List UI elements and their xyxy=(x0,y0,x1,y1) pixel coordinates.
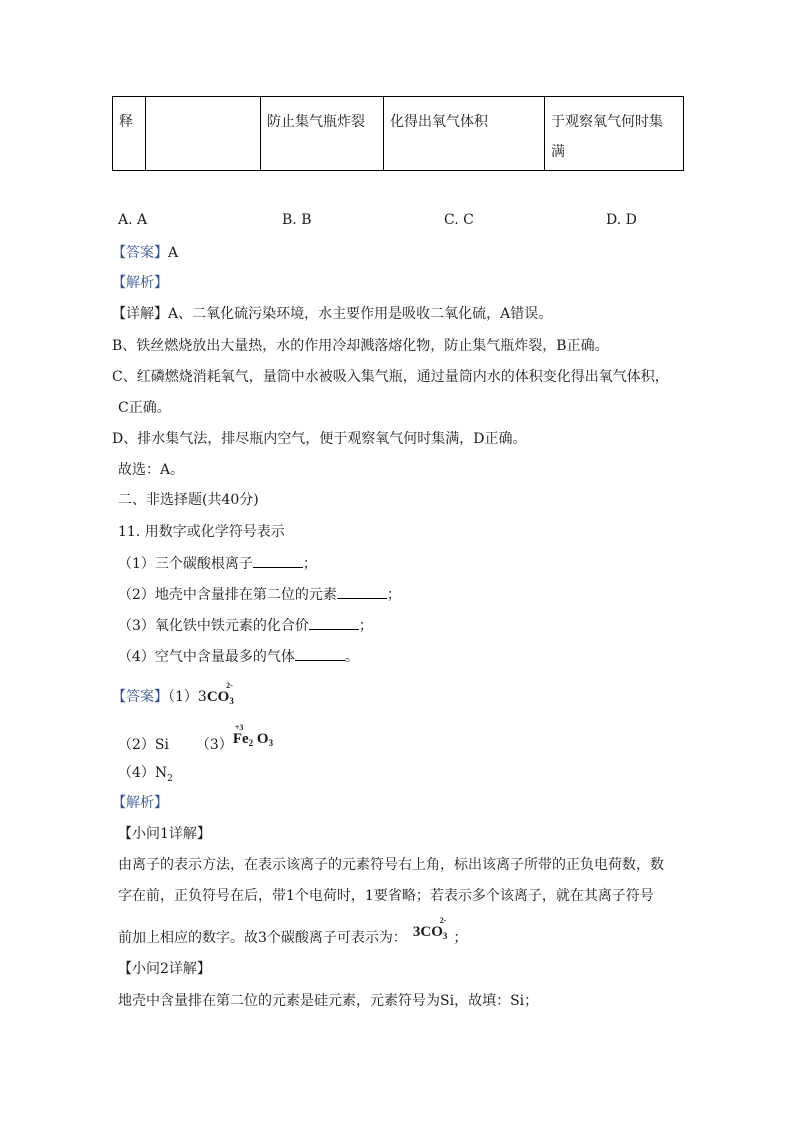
answer-line xyxy=(112,242,178,262)
carbonate-ion-formula: $CO_3$ 2- xyxy=(206,681,234,706)
table-cell: 化得出氧气体积 xyxy=(384,97,545,171)
analysis-tag: 【解析】 xyxy=(112,275,168,291)
item-text: （1）三个碳酸根离子 xyxy=(118,556,253,572)
answer2-a3: （3） xyxy=(195,737,233,753)
sub1-para-1: 由离子的表示方法，在表示该离子的元素符号右上角，标出该离子所带的正负电荷数，数 xyxy=(118,857,664,873)
option-b: B. B xyxy=(282,212,312,228)
question-item xyxy=(118,584,401,604)
table-cell: 释 xyxy=(113,97,146,171)
answer2-a1: （1）3 xyxy=(168,689,207,705)
item-text: （3）氧化铁中铁元素的化合价 xyxy=(118,618,309,634)
analysis2-tag: 【解析】 xyxy=(112,795,168,811)
table-cell: 防止集气瓶炸裂 xyxy=(261,97,384,171)
detail-line-d: D、排水集气法，排尽瓶内空气，便于观察氧气何时集满，D正确。 xyxy=(112,431,527,447)
detail-text: A、二氧化硫污染环境，水主要作用是吸收二氧化硫，A错误。 xyxy=(168,306,553,322)
table-cell: 于观察氧气何时集满 xyxy=(545,97,684,171)
answer2-a4: （4）N xyxy=(118,765,168,781)
answer2-line xyxy=(112,681,234,706)
option-a: A. A xyxy=(118,212,148,228)
choice-line: 故选：A。 xyxy=(118,462,185,478)
answer-blank xyxy=(337,584,387,599)
answer-table xyxy=(112,96,684,171)
answer-blank xyxy=(295,646,345,661)
answer2-line-2 xyxy=(118,723,274,754)
detail-tag: 【详解】 xyxy=(112,306,168,322)
sub2-para-1: 地壳中含量排在第二位的元素是硅元素，元素符号为Si，故填：Si； xyxy=(118,993,539,1009)
answer2-line-4 xyxy=(118,762,173,784)
answer-tag: 【答案】 xyxy=(112,245,168,261)
sub1-para-3 xyxy=(118,916,468,947)
item-end: ； xyxy=(386,587,401,603)
section-heading: 二、非选择题(共40分) xyxy=(118,492,259,508)
question-item xyxy=(118,553,317,573)
answer2-tag: 【答案】 xyxy=(112,689,168,705)
item-end: ； xyxy=(302,556,317,572)
table-cell xyxy=(146,97,261,171)
sub1-para-3-end: ； xyxy=(453,930,468,946)
detail-line-c1: C、红磷燃烧消耗氧气，量筒中水被吸入集气瓶，通过量筒内水的体积变化得出氧气体积， xyxy=(112,369,669,385)
item-end: 。 xyxy=(344,649,359,665)
sub1-para-3-text: 前加上相应的数字。故3个碳酸离子可表示为： xyxy=(118,930,407,946)
option-c: C. C xyxy=(444,212,474,228)
item-text: （4）空气中含量最多的气体 xyxy=(118,649,295,665)
sub1-title: 【小问1详解】 xyxy=(118,826,211,842)
carbonate-formula: $3CO_3$ 2- xyxy=(412,916,448,941)
item-end: ； xyxy=(358,618,373,634)
answer-value: A xyxy=(168,245,179,261)
sub1-para-2: 字在前，正负符号在后，带1个电荷时，1要省略；若表示多个该离子，就在其离子符号 xyxy=(118,888,654,904)
question-item xyxy=(118,646,359,666)
answer2-a2: （2）Si xyxy=(118,737,169,753)
answer-blank xyxy=(253,553,303,568)
detail-line-c2: C正确。 xyxy=(118,400,171,416)
sub2-title: 【小问2详解】 xyxy=(118,961,211,977)
question-item xyxy=(118,615,373,635)
detail-line-b: B、铁丝燃烧放出大量热，水的作用冷却溅落熔化物，防止集气瓶炸裂，B正确。 xyxy=(112,338,609,354)
item-text: （2）地壳中含量排在第二位的元素 xyxy=(118,587,337,603)
question-stem: 11. 用数字或化学符号表示 xyxy=(118,524,285,540)
detail-line-a xyxy=(112,303,552,323)
iron-oxide-formula: +3 $Fe_2$ $O_3$ xyxy=(232,723,274,748)
answer-blank xyxy=(309,615,359,630)
n2-subscript: 2 xyxy=(167,773,173,784)
option-d: D. D xyxy=(606,212,637,228)
